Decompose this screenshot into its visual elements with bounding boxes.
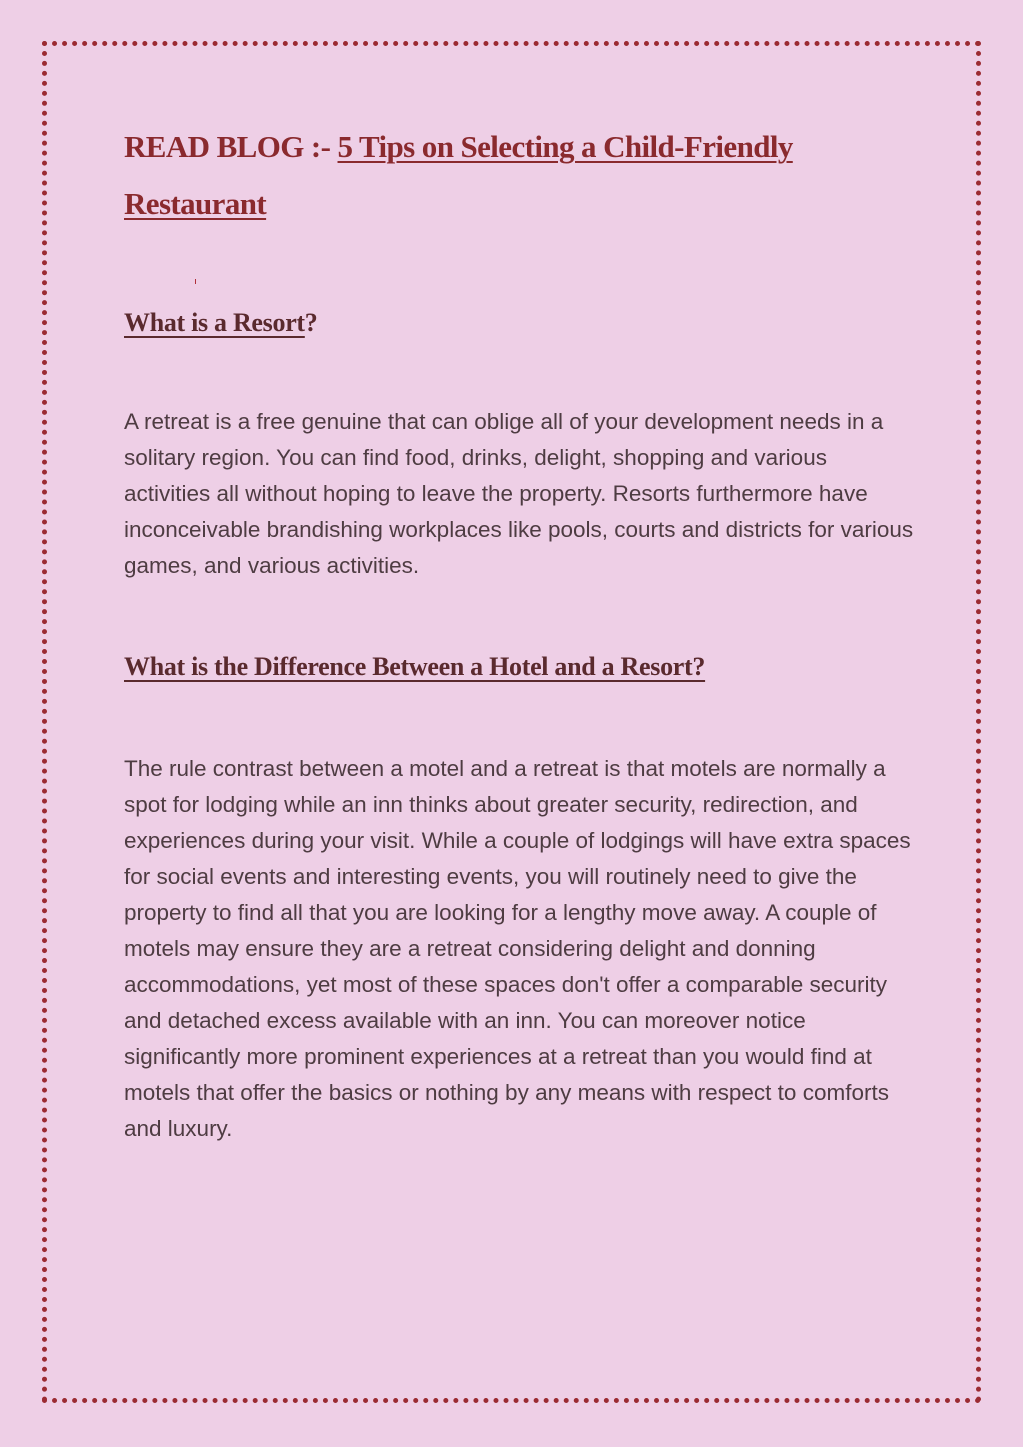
blog-link-line1[interactable]: 5 Tips on Selecting a Child-Friendly (337, 129, 793, 164)
stray-mark (195, 279, 196, 284)
paragraph-what-is-resort: A retreat is a free genuine that can oblige all of your development needs in a solitary region. You can find food, drinks, delight, shopping and various activities all without hoping to leave the property. Resorts furthermore have inconceivable brandishing workplaces like pools, courts and districts for various games, and various activities. (124, 409, 914, 578)
section-heading-hotel-vs-resort (124, 650, 705, 684)
paragraph-hotel-vs-resort: The rule contrast between a motel and a retreat is that motels are normally a spot for lodging while an inn thinks about greater security, redirection, and experiences during your visit. While a couple of lodgings will have extra spaces for social events and interesting events, you will routinely need to give the property to find all that you are looking for a lengthy move away. A couple of motels may ensure they are a retreat considering delight and donning accommodations, yet most of these spaces don't offer a comparable security and detached excess available with an inn. You can moreover notice significantly more prominent experiences at a retreat than you would find at motels that offer the basics or nothing by any means with respect to comforts and luxury. (124, 756, 911, 1141)
read-blog-prefix: READ BLOG :- (124, 129, 338, 164)
page-border (42, 41, 981, 1403)
section-heading-text: What is a Resort (124, 308, 305, 337)
document-content (124, 118, 914, 1141)
blog-link-line2[interactable]: Restaurant (124, 186, 267, 221)
section-heading-tail: ? (304, 308, 318, 337)
read-blog-line (124, 118, 914, 232)
section-heading-text: What is the Difference Between a Hotel and a Resort? (124, 652, 706, 681)
section-heading-what-is-resort (124, 306, 318, 340)
